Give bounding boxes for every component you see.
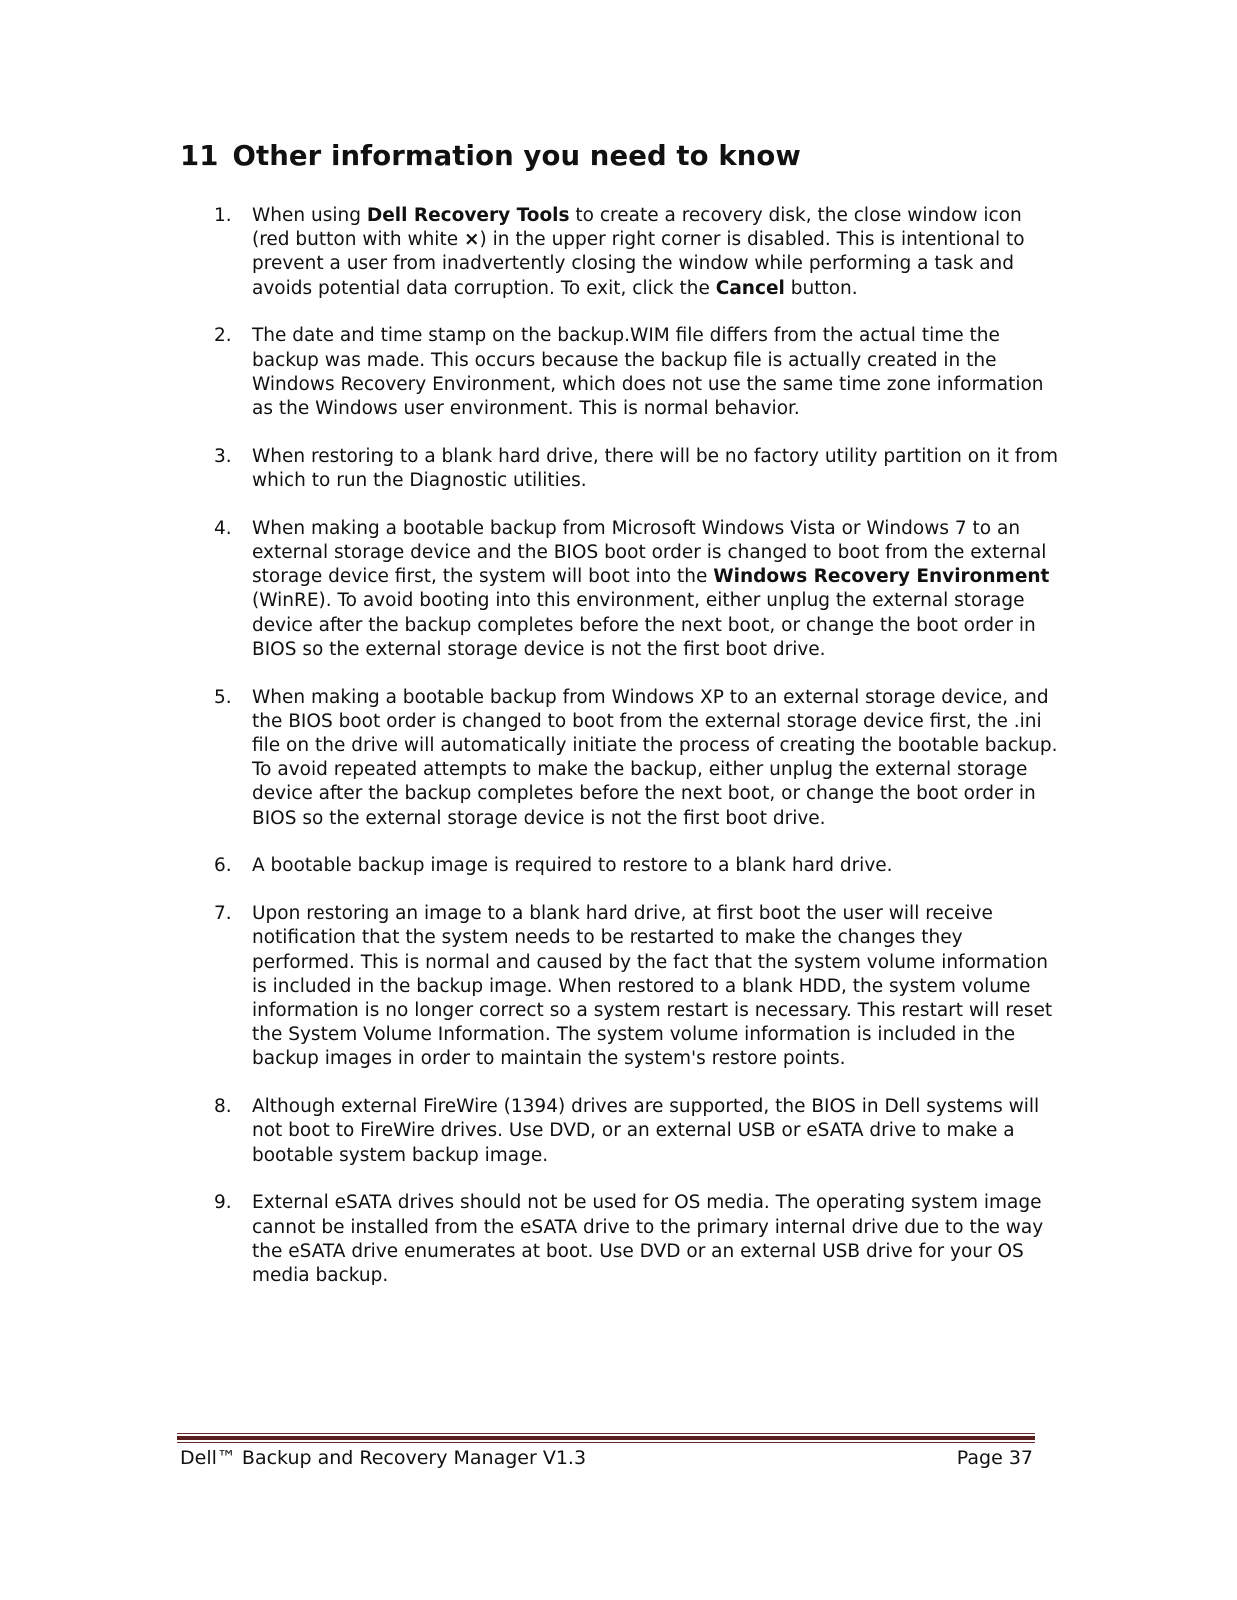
text-run: ) in the upper right corner is disabled. This is intentional to prevent a user from inadvertently closing the window while performing a task and avoids potential data corruption. To exit, click the: [252, 229, 1025, 299]
text-run: button.: [784, 277, 858, 299]
list-item-text: [252, 324, 1060, 421]
text-run: Although external FireWire (1394) drives are supported, the BIOS in Dell systems will not boot to FireWire drives. Use DVD, or an external USB or eSATA drive to make a bootable system backup image.: [252, 1096, 1040, 1166]
text-run: When restoring to a blank hard drive, there will be no factory utility partition on it from which to run the Diagnostic utilities.: [252, 445, 1058, 492]
list-item: [180, 686, 1060, 831]
list-item: [180, 445, 1060, 493]
footer-page-number: Page 37: [956, 1447, 1033, 1469]
list-item-number: 3.: [214, 445, 232, 467]
section-heading: [180, 140, 801, 172]
list-item-number: 9.: [214, 1192, 232, 1214]
list-item-number: 2.: [214, 325, 232, 347]
list-item-text: [252, 204, 1060, 301]
list-item: [180, 902, 1060, 1071]
emphasis-text: Dell Recovery Tools: [366, 205, 570, 226]
text-run: Upon restoring an image to a blank hard drive, at first boot the user will receive notification that the system needs to be restarted to make the changes they performed. This is normal and caused by the fact that the system volume information is included in the backup image. When restored to a blank HDD, the system volume information is no longer correct so a system restart is necessary. This restart will reset the System Volume Information. The system volume information is included in the backup images in order to maintain the system's restore points.: [252, 903, 1053, 1070]
list-item-text: [252, 517, 1060, 662]
list-item: [180, 854, 1060, 878]
text-run: When using: [252, 205, 367, 226]
text-run: When making a bootable backup from Windows XP to an external storage device, and the BIOS boot order is changed to boot from the external storage device first, the .ini file on the drive will automatically initiate the process of creating the bootable backup. To avoid repeated attempts to make the backup, either unplug the external storage device after the backup completes before the next boot, or change the boot order in BIOS so the external storage device is not the first boot drive.: [252, 686, 1058, 829]
list-item: [180, 517, 1060, 662]
list-item-number: 8.: [214, 1096, 232, 1118]
text-run: External eSATA drives should not be used for OS media. The operating system image cannot be installed from the eSATA drive to the primary internal drive due to the way the eSATA drive enumerates at boot. Use DVD or an external USB drive for your OS media backup.: [252, 1192, 1044, 1287]
list-item-number: 1.: [214, 205, 232, 226]
list-item-text: [252, 902, 1060, 1071]
list-item: [180, 324, 1060, 421]
footer-rule-thick: [177, 1436, 1035, 1440]
section-number: 11: [180, 140, 219, 172]
list-item-number: 6.: [214, 855, 232, 877]
list-item-number: 5.: [214, 686, 232, 708]
list-item-number: 4.: [214, 517, 232, 539]
list-item: [180, 1095, 1060, 1168]
list-item-text: [252, 1095, 1060, 1168]
text-run: The date and time stamp on the backup.WIM file differs from the actual time the backup was made. This occurs because the backup file is actually created in the Windows Recovery Environment, which does not use the same time zone information as the Windows user environment. This is normal behavior.: [252, 325, 1044, 420]
text-run: When making a bootable backup from Microsoft Windows Vista or Windows 7 to an external storage device and the BIOS boot order is changed to boot from the external storage device first, the system will boot into the: [252, 517, 1047, 588]
footer-rule-thin-top: [177, 1433, 1035, 1434]
list-item: [180, 204, 1060, 301]
list-item-text: [252, 686, 1060, 831]
footer-rule-thin-bottom: [177, 1442, 1035, 1443]
section-title: Other information you need to know: [232, 140, 801, 172]
list-item-number: 7.: [214, 903, 232, 925]
list-item-text: [252, 1191, 1060, 1288]
text-run: to create a recovery disk, the close window icon (red button with white: [252, 205, 1022, 251]
list-item-text: [252, 445, 1060, 493]
info-list: [180, 204, 1060, 1312]
text-run: A bootable backup image is required to restore to a blank hard drive.: [252, 855, 893, 877]
text-run: (WinRE). To avoid booting into this environment, either unplug the external storage device after the backup completes before the next boot, or change the boot order in BIOS so the external storage device is not the first boot drive.: [252, 590, 1036, 660]
emphasis-text: Cancel: [715, 277, 785, 299]
list-item: [180, 1191, 1060, 1288]
emphasis-text: ×: [463, 229, 480, 251]
list-item-text: [252, 854, 1060, 878]
footer-document-title: Dell™ Backup and Recovery Manager V1.3: [180, 1447, 587, 1469]
emphasis-text: Windows Recovery Environment: [713, 566, 1050, 588]
